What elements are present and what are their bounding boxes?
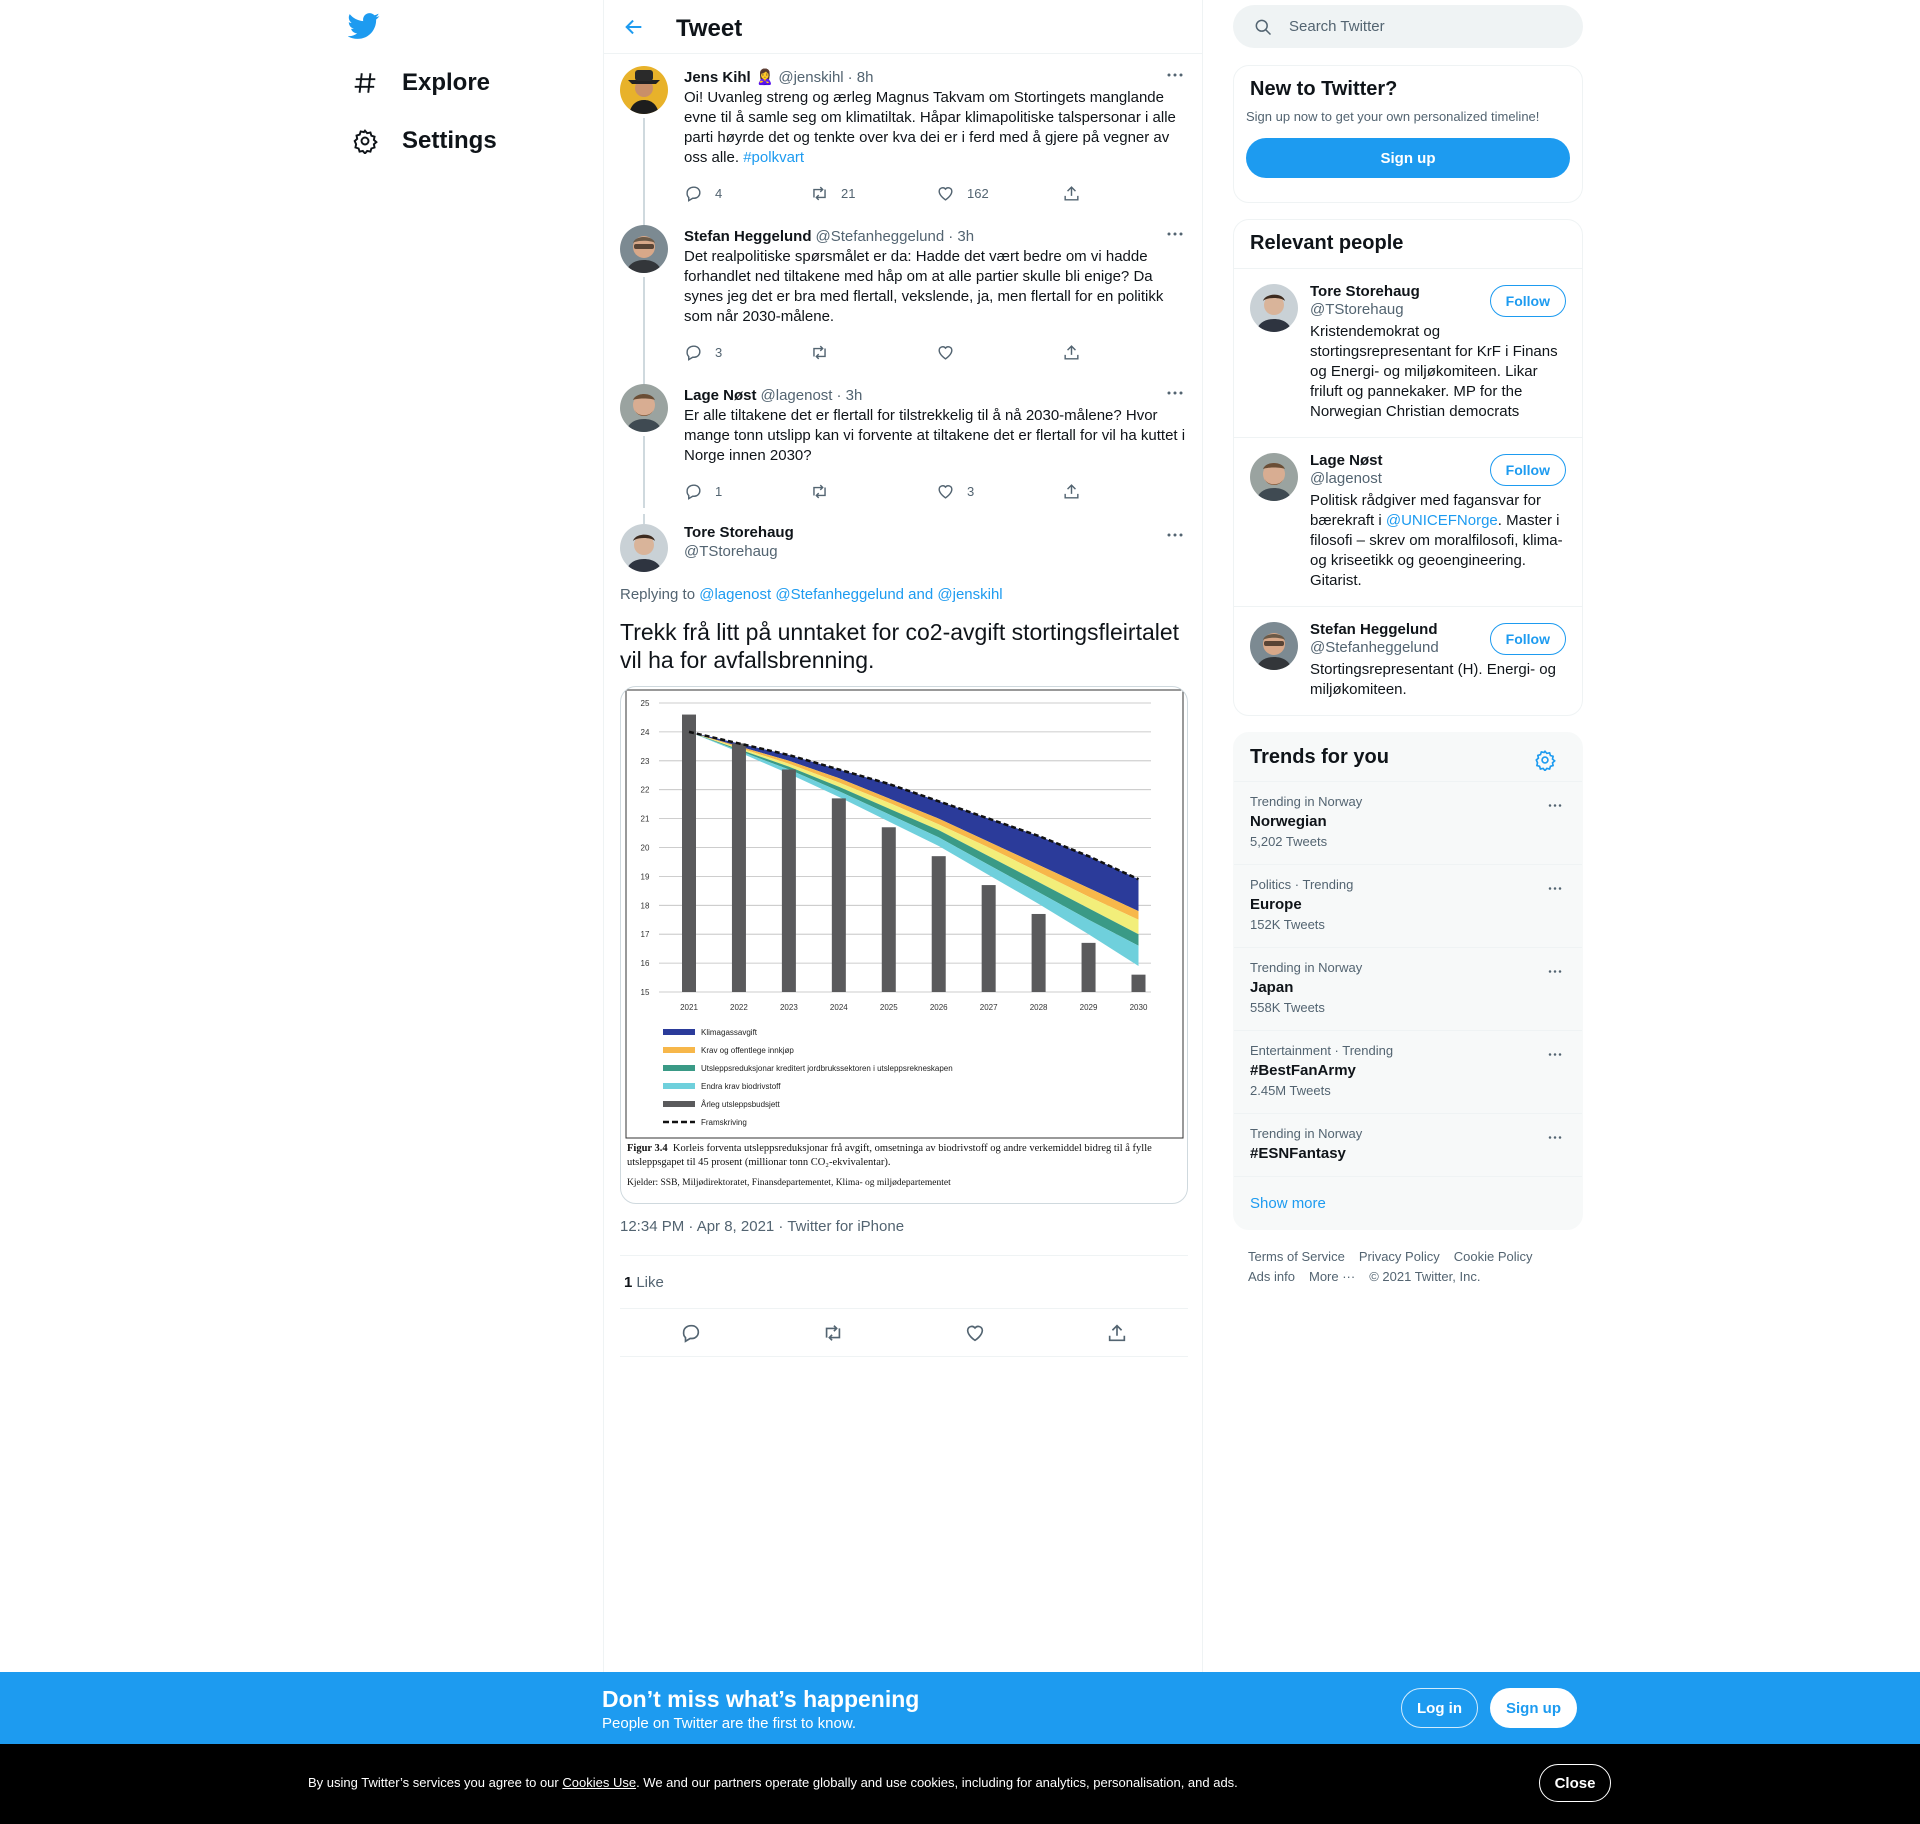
like-button[interactable] — [955, 1313, 995, 1353]
avatar[interactable] — [620, 66, 668, 114]
trend-item[interactable] — [1234, 864, 1582, 947]
tweet-body — [684, 384, 1188, 502]
y-tick-label: 16 — [640, 959, 650, 969]
author-handle[interactable]: @lagenost — [760, 386, 833, 404]
author-handle[interactable]: @jenskihl — [778, 68, 844, 86]
trend-context: Entertainment · Trending — [1250, 1043, 1394, 1058]
bar — [782, 769, 796, 992]
page-title: Tweet — [676, 15, 743, 42]
sign-up-button[interactable]: Sign up — [1490, 1688, 1577, 1728]
figure-caption — [627, 1142, 1183, 1170]
twitter-logo-icon[interactable] — [348, 10, 380, 42]
like-button[interactable] — [936, 482, 1062, 501]
trend-item[interactable] — [1234, 947, 1582, 1030]
like-count: 162 — [967, 185, 989, 201]
trend-name: #ESNFantasy — [1250, 1145, 1346, 1162]
log-in-button[interactable]: Log in — [1401, 1688, 1478, 1728]
x-tick-label: 2030 — [1129, 1003, 1148, 1012]
tweet-text — [684, 88, 1188, 168]
nav-settings[interactable] — [350, 121, 497, 161]
share-icon — [1062, 184, 1081, 203]
y-tick-label: 22 — [640, 785, 650, 795]
person-name[interactable]: Tore Storehaug — [1310, 283, 1420, 300]
cookie-text-part: By using Twitter’s services you agree to our — [308, 1775, 563, 1790]
thread-connector — [643, 118, 645, 222]
x-tick-label: 2027 — [979, 1003, 998, 1012]
cookie-text — [308, 1775, 1238, 1790]
thread-connector — [643, 436, 645, 508]
x-tick-label: 2029 — [1079, 1003, 1098, 1012]
sign-up-button[interactable]: Sign up — [1246, 138, 1570, 178]
replying-prefix: Replying to — [620, 586, 700, 603]
retweet-icon — [822, 1322, 844, 1344]
bar — [1082, 943, 1096, 992]
nav-explore[interactable] — [350, 63, 490, 103]
person-item[interactable] — [1234, 268, 1582, 437]
person-handle[interactable]: @Stefanheggelund — [1310, 639, 1439, 656]
share-button[interactable] — [1062, 343, 1188, 362]
thread-tweet[interactable] — [620, 225, 1188, 375]
legend-swatch — [663, 1065, 695, 1071]
avatar[interactable] — [620, 225, 668, 273]
mention-link[interactable]: @Stefanheggelund — [775, 586, 905, 603]
tweet-actions — [684, 182, 1188, 204]
bar — [982, 885, 996, 992]
main-tweet-actions — [620, 1309, 1188, 1357]
trends-card — [1233, 732, 1583, 1230]
trend-context: Trending in Norway — [1250, 960, 1363, 975]
card-title: Relevant people — [1250, 232, 1404, 254]
more-options-icon[interactable] — [1162, 382, 1188, 404]
legend-label: Utsleppsreduksjonar kreditert jordbrukssektoren i utsleppsrekneskapen — [701, 1064, 953, 1073]
signup-banner — [0, 1672, 1920, 1744]
hashtag-link[interactable]: #polkvart — [743, 149, 805, 166]
tweet-timestamp[interactable]: 12:34 PM · Apr 8, 2021 · Twitter for iPhone — [620, 1218, 905, 1235]
bar — [1032, 914, 1046, 992]
more-link[interactable]: More ··· — [1308, 1269, 1356, 1284]
y-tick-label: 18 — [640, 901, 650, 911]
trend-name: Europe — [1250, 896, 1302, 913]
author-handle[interactable]: @Stefanheggelund — [815, 227, 945, 245]
tweet-header-line — [684, 384, 1188, 406]
more-options-icon[interactable] — [1542, 877, 1568, 899]
trend-name: #BestFanArmy — [1250, 1062, 1356, 1079]
legend-label: Krav og offentlege innkjøp — [701, 1046, 794, 1055]
retweet-icon — [810, 184, 829, 203]
person-bio — [1310, 491, 1566, 591]
privacy-link[interactable]: Privacy Policy — [1358, 1249, 1440, 1264]
legend-label: Endra krav biodrivstoff — [701, 1082, 781, 1091]
cookie-text-part: . We and our partners operate globally and use cookies, including for analytics, personalisation, and ads. — [636, 1775, 1238, 1790]
avatar[interactable] — [620, 384, 668, 432]
ads-info-link[interactable]: Ads info — [1248, 1269, 1295, 1284]
tweet-body — [684, 66, 1188, 204]
person-name[interactable]: Stefan Heggelund — [1310, 621, 1438, 638]
tweet-media-image[interactable] — [620, 686, 1188, 1204]
y-tick-label: 25 — [640, 699, 650, 708]
follow-button[interactable]: Follow — [1490, 454, 1566, 486]
tweet-body — [684, 225, 1188, 363]
retweet-icon — [810, 482, 829, 501]
replying-and: and — [904, 586, 938, 603]
footer-links — [1248, 1247, 1578, 1287]
search-box[interactable] — [1233, 5, 1583, 48]
author-name[interactable]: Lage Nøst — [684, 386, 757, 404]
x-tick-label: 2021 — [680, 1003, 698, 1012]
likes-count: 1 — [624, 1273, 633, 1291]
bar — [832, 798, 846, 992]
legend-label: Framskriving — [701, 1118, 747, 1127]
trend-count: 152K Tweets — [1250, 917, 1325, 932]
tweet-actions — [684, 341, 1188, 363]
trend-context: Trending in Norway — [1250, 1126, 1363, 1141]
reply-count: 1 — [715, 483, 723, 499]
person-bio-text: Politisk rådgiver med fagansvar for bærekraft i — [1310, 492, 1541, 529]
reply-icon — [684, 482, 703, 501]
avatar[interactable] — [1250, 284, 1298, 332]
share-icon — [1062, 343, 1081, 362]
cookie-policy-link[interactable]: Cookie Policy — [1453, 1249, 1533, 1264]
reply-count: 4 — [715, 185, 723, 201]
legend-label: Årleg utsleppsbudsjett — [701, 1100, 780, 1109]
tweet-actions — [684, 480, 1188, 502]
legend-swatch — [663, 1083, 695, 1089]
hashtag-icon — [350, 68, 380, 98]
more-options-icon[interactable] — [1542, 794, 1568, 816]
more-options-icon[interactable] — [1162, 64, 1188, 86]
more-options-icon[interactable] — [1542, 1126, 1568, 1148]
gear-icon — [350, 126, 380, 156]
x-tick-label: 2023 — [779, 1003, 798, 1012]
figure-source: Kjelder: SSB, Miljødirektoratet, Finansdepartementet, Klima- og miljødepartementet — [627, 1178, 951, 1188]
heart-icon — [964, 1322, 986, 1344]
card-title: New to Twitter? — [1250, 78, 1398, 100]
trend-count: 5,202 Tweets — [1250, 834, 1328, 849]
author-handle[interactable]: @TStorehaug — [684, 543, 778, 560]
tweet-text: Det realpolitiske spørsmålet er da: Hadde det vært bedre om vi hadde forhandlet ned tiltakene med håp om at alle partier skulle bli enige? Da synes jeg det er bra med flertall, vekslende, ja, men flertall for en politikk som når 2030-målene. — [684, 248, 1164, 325]
more-options-icon[interactable] — [1542, 1043, 1568, 1065]
share-button[interactable] — [1097, 1313, 1137, 1353]
close-button[interactable]: Close — [1539, 1764, 1611, 1802]
bar — [682, 715, 696, 992]
likes-label: Like — [636, 1273, 664, 1291]
cookie-bar — [0, 1744, 1920, 1824]
thread-tweet[interactable] — [620, 384, 1188, 514]
mention-link[interactable]: @lagenost — [699, 586, 772, 603]
trend-context: Politics · Trending — [1250, 877, 1354, 892]
tweet-header-line — [684, 225, 1188, 247]
x-tick-label: 2028 — [1029, 1003, 1048, 1012]
trend-name: Norwegian — [1250, 813, 1327, 830]
retweet-button[interactable] — [813, 1313, 853, 1353]
author-name[interactable]: Jens Kihl — [684, 68, 751, 86]
tweet-time[interactable]: · 8h — [847, 68, 874, 86]
x-tick-label: 2024 — [829, 1003, 848, 1012]
share-button[interactable] — [1062, 184, 1188, 203]
person-item[interactable] — [1234, 437, 1582, 606]
like-button[interactable] — [936, 343, 1062, 362]
reply-icon — [684, 184, 703, 203]
bar — [882, 827, 896, 992]
search-icon — [1253, 17, 1273, 37]
reply-button[interactable] — [684, 184, 810, 203]
avatar[interactable] — [1250, 622, 1298, 670]
trends-settings-icon[interactable] — [1534, 749, 1556, 771]
legend-swatch — [663, 1029, 695, 1035]
legend-label: Klimagassavgift — [701, 1028, 758, 1037]
follow-button[interactable]: Follow — [1490, 285, 1566, 317]
heart-icon — [936, 343, 955, 362]
person-bio: Stortingsrepresentant (H). Energi- og miljøkomiteen. — [1310, 661, 1556, 698]
card-title: Trends for you — [1250, 746, 1389, 768]
more-options-icon[interactable] — [1542, 960, 1568, 982]
person-handle[interactable]: @TStorehaug — [1310, 301, 1404, 318]
search-input[interactable] — [1289, 18, 1549, 35]
more-options-icon[interactable] — [1162, 223, 1188, 245]
trend-context: Trending in Norway — [1250, 794, 1363, 809]
nav-settings-label: Settings — [402, 127, 497, 154]
thread-tweet[interactable] — [620, 66, 1188, 216]
banner-subtitle: People on Twitter are the first to know. — [602, 1715, 857, 1732]
person-item[interactable] — [1234, 606, 1582, 712]
x-tick-label: 2026 — [929, 1003, 948, 1012]
person-bio-text: . Master i filosofi – skrev om moralfilosofi, klima- og kriseetikk og geoengineering. Gitarist. — [1310, 512, 1563, 589]
heart-icon — [936, 184, 955, 203]
trend-count: 2.45M Tweets — [1250, 1083, 1331, 1098]
trend-item[interactable] — [1234, 781, 1582, 864]
share-icon — [1106, 1322, 1128, 1344]
retweet-count: 21 — [841, 185, 856, 201]
reply-button[interactable] — [684, 482, 810, 501]
copyright: © 2021 Twitter, Inc. — [1369, 1269, 1481, 1284]
bar — [732, 743, 746, 992]
person-handle[interactable]: @lagenost — [1310, 470, 1382, 487]
x-tick-label: 2025 — [879, 1003, 898, 1012]
tweet-header-line — [684, 66, 1188, 88]
legend-swatch — [663, 1047, 695, 1053]
card-subtitle: Sign up now to get your own personalized timeline! — [1246, 109, 1540, 124]
y-tick-label: 17 — [640, 930, 650, 940]
like-button[interactable] — [936, 184, 1062, 203]
back-arrow-icon[interactable] — [620, 13, 648, 41]
thread-connector — [643, 514, 645, 524]
likes-summary[interactable] — [620, 1255, 1188, 1309]
y-tick-label: 24 — [640, 727, 650, 737]
trend-item[interactable] — [1234, 1113, 1582, 1176]
retweet-icon — [810, 343, 829, 362]
replying-to — [620, 586, 1003, 603]
y-tick-label: 23 — [640, 756, 650, 766]
x-tick-label: 2022 — [730, 1003, 748, 1012]
retweet-button[interactable] — [810, 343, 936, 362]
more-options-icon[interactable] — [1162, 524, 1188, 546]
figure-caption-text: Korleis forventa utsleppsreduksjonar frå avgift, omsetninga av biodrivstoff og andre verkemiddel bidreg til å fylle utsleppsgapet til 45 prosent (millionar tonn CO₂-ekvivalentar). — [627, 1143, 1152, 1168]
main-column — [603, 0, 1203, 1672]
reply-icon — [684, 343, 703, 362]
main-tweet-text: Trekk frå litt på unntaket for co2-avgift stortingsfleirtalet vil ha for avfallsbrenning. — [620, 619, 1180, 673]
nav-explore-label: Explore — [402, 69, 491, 96]
heart-icon — [936, 482, 955, 501]
y-tick-label: 21 — [640, 814, 650, 824]
tweet-text: Er alle tiltakene det er flertall for tilstrekkelig til å nå 2030-målene? Hvor mange tonn utslipp kan vi forvente at tiltakene det er flertall for vil ha kuttet i Norge innen 2030? — [684, 407, 1186, 464]
person-name[interactable]: Lage Nøst — [1310, 452, 1383, 469]
follow-button[interactable]: Follow — [1490, 623, 1566, 655]
banner-title: Don’t miss what’s happening — [602, 1686, 920, 1712]
avatar[interactable] — [620, 524, 668, 572]
mention-link[interactable]: @UNICEFNorge — [1385, 512, 1498, 529]
cookies-use-link[interactable]: Cookies Use — [562, 1775, 637, 1790]
chart — [621, 687, 1188, 1204]
show-more-link[interactable]: Show more — [1234, 1176, 1582, 1230]
y-tick-label: 15 — [640, 988, 650, 997]
author-emoji: 🙎‍♀️ — [755, 69, 775, 86]
thread-connector — [643, 374, 645, 384]
mention-link[interactable]: @jenskihl — [937, 586, 1003, 603]
reply-icon — [680, 1322, 702, 1344]
terms-link[interactable]: Terms of Service — [1248, 1249, 1345, 1264]
new-to-twitter-card — [1233, 65, 1583, 203]
share-button[interactable] — [1062, 482, 1188, 501]
trend-item[interactable] — [1234, 1030, 1582, 1113]
like-count: 3 — [967, 483, 975, 499]
main-author-info — [684, 524, 1188, 560]
tweet-time[interactable]: · 3h — [948, 227, 975, 245]
retweet-button[interactable] — [810, 482, 936, 501]
reply-count: 3 — [715, 344, 723, 360]
reply-button[interactable] — [684, 343, 810, 362]
legend-swatch — [663, 1101, 695, 1107]
y-tick-label: 19 — [640, 872, 650, 882]
author-name[interactable]: Stefan Heggelund — [684, 227, 812, 245]
main-tweet-author — [620, 524, 1188, 584]
trend-name: Japan — [1250, 979, 1294, 996]
trend-count: 558K Tweets — [1250, 1000, 1325, 1015]
bar — [1132, 975, 1146, 992]
relevant-people-card — [1233, 219, 1583, 716]
tweet-header — [604, 0, 1202, 54]
figure-label: Figur 3.4 — [627, 1143, 668, 1154]
share-icon — [1062, 482, 1081, 501]
tweet-time[interactable]: · 3h — [836, 386, 863, 404]
bar — [932, 856, 946, 992]
tweet-text-content: Oi! Uvanleg streng og ærleg Magnus Takvam om Stortingets manglande evne til å samle seg om klimatiltak. Håpar klimapolitiske talspersonar i alle parti høyrde det og tenkte over kva dei er i ferd med å gjere på vegner av oss alle. — [684, 89, 1176, 166]
author-name[interactable]: Tore Storehaug — [684, 524, 794, 541]
person-bio: Kristendemokrat og stortingsrepresentant for KrF i Finans og Energi- og miljøkomiteen. Likar friluft og pannekaker. MP for the Norwegian Christian democrats — [1310, 323, 1558, 420]
avatar[interactable] — [1250, 453, 1298, 501]
reply-button[interactable] — [671, 1313, 711, 1353]
thread-connector — [643, 214, 645, 225]
retweet-button[interactable] — [810, 184, 936, 203]
y-tick-label: 20 — [640, 843, 650, 853]
